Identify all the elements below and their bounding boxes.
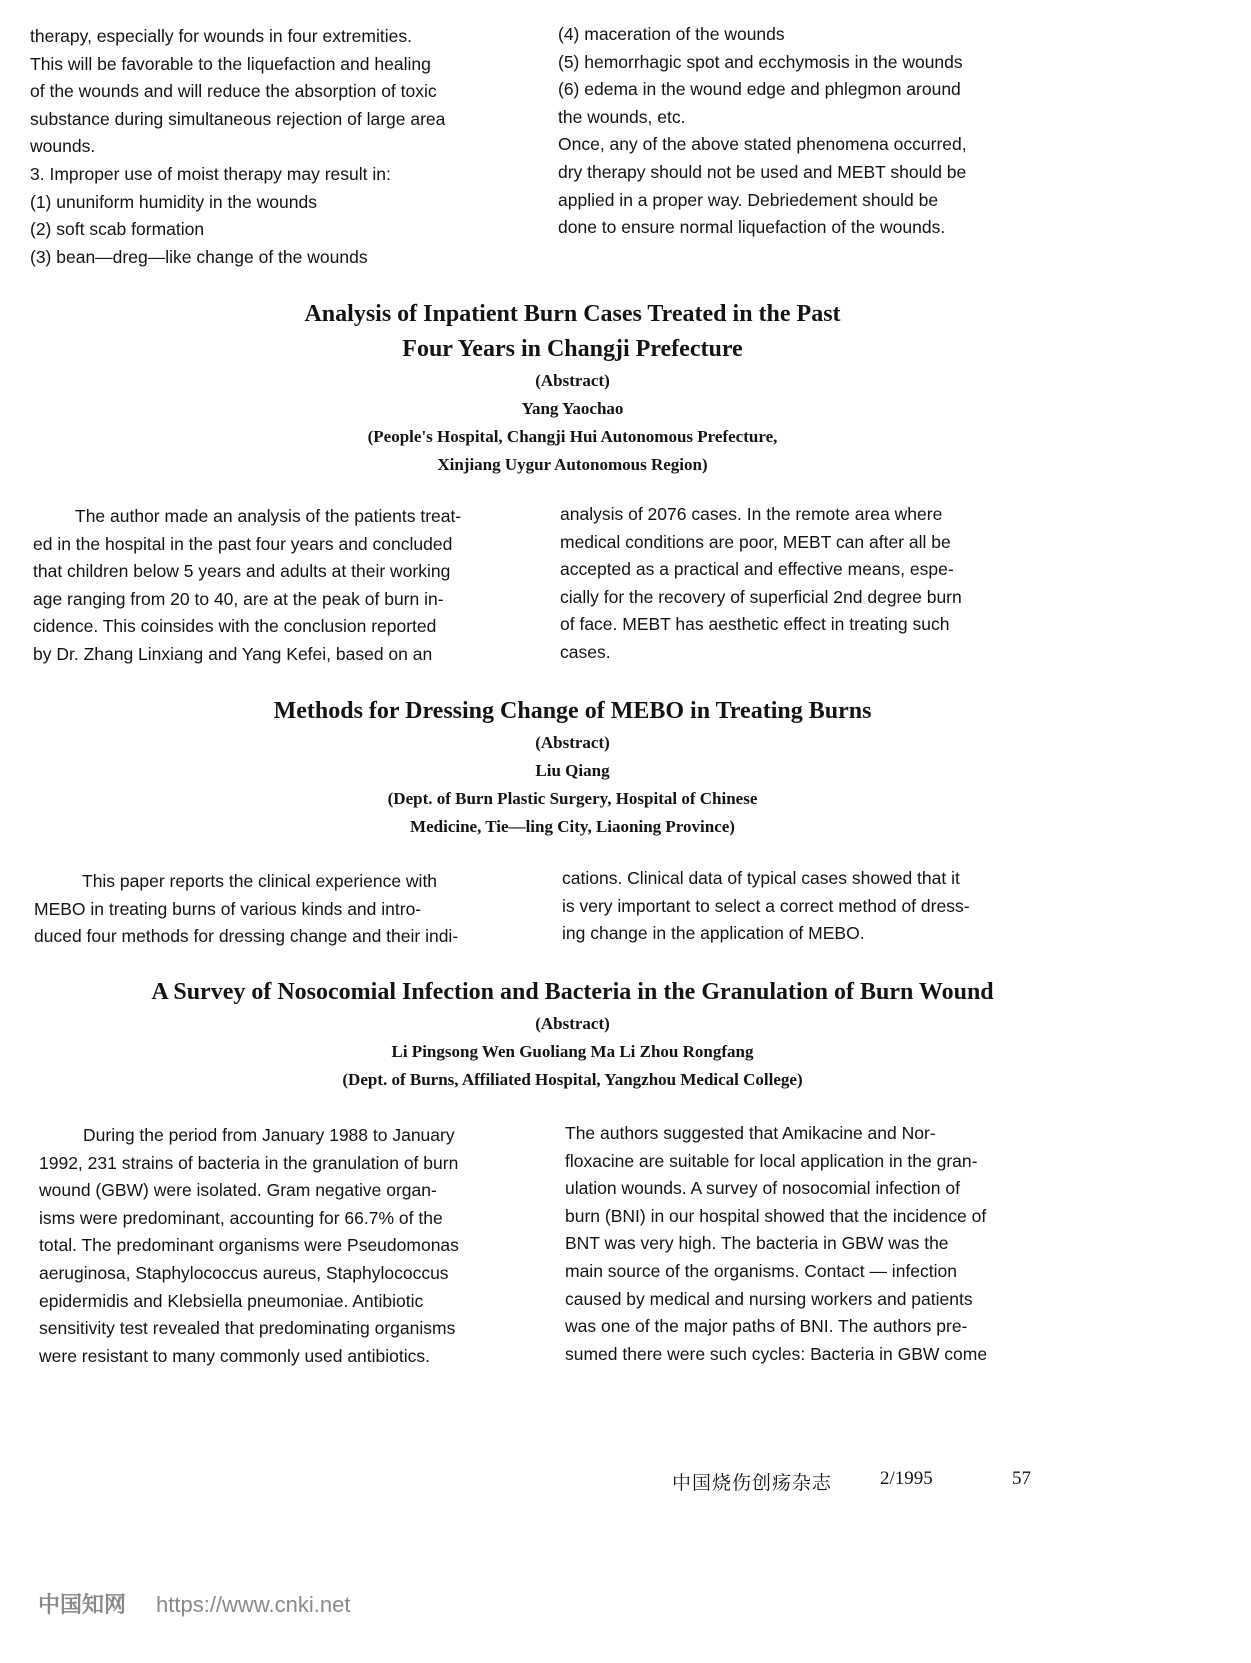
text-line: aeruginosa, Staphylococcus aureus, Staphylococcus bbox=[39, 1262, 449, 1283]
text-line: sumed there were such cycles: Bacteria in GBW come bbox=[565, 1343, 988, 1364]
article2-header bbox=[0, 694, 1145, 841]
article-authors: Li Pingsong Wen Guoliang Ma Li Zhou Rongfang bbox=[391, 1042, 754, 1061]
article2-right-column bbox=[562, 865, 1048, 948]
text-line: age ranging from 20 to 40, are at the peak of burn in- bbox=[33, 588, 444, 609]
article1-right-column bbox=[560, 501, 1046, 667]
text-line: ed in the hospital in the past four years and concluded bbox=[33, 533, 453, 554]
text-line: 3. Improper use of moist therapy may result in: bbox=[30, 163, 391, 184]
article-title: A Survey of Nosocomial Infection and Bacteria in the Granulation of Burn Wound bbox=[151, 979, 994, 1005]
article3-left-column bbox=[39, 1122, 525, 1370]
text-line: the wounds, etc. bbox=[558, 106, 686, 127]
continuation-right-column bbox=[558, 21, 1046, 242]
text-line: floxacine are suitable for local application in the gran- bbox=[565, 1150, 978, 1171]
text-line: cially for the recovery of superficial 2nd degree burn bbox=[560, 586, 962, 607]
watermark-brand: 中国知网 bbox=[38, 1592, 127, 1617]
article-title: Methods for Dressing Change of MEBO in Treating Burns bbox=[273, 698, 872, 724]
text-line: burn (BNI) in our hospital showed that the incidence of bbox=[565, 1205, 987, 1226]
article-author: Liu Qiang bbox=[535, 761, 610, 780]
watermark-url[interactable]: https://www.cnki.net bbox=[156, 1592, 351, 1617]
abstract-label: (Abstract) bbox=[535, 733, 610, 752]
text-line: ulation wounds. A survey of nosocomial infection of bbox=[565, 1178, 960, 1199]
text-line: analysis of 2076 cases. In the remote area where bbox=[560, 504, 943, 524]
text-line: This will be favorable to the liquefaction and healing bbox=[30, 53, 431, 74]
text-line: caused by medical and nursing workers and patients bbox=[565, 1288, 973, 1309]
text-line: (5) hemorrhagic spot and ecchymosis in the wounds bbox=[558, 51, 963, 72]
continuation-left-column bbox=[30, 23, 518, 271]
text-line: cations. Clinical data of typical cases showed that it bbox=[562, 868, 960, 888]
text-line: The authors suggested that Amikacine and Nor- bbox=[565, 1123, 936, 1143]
text-line: cases. bbox=[560, 641, 611, 662]
text-line: (3) bean—dreg—like change of the wounds bbox=[30, 246, 368, 267]
text-line: applied in a proper way. Debriedement should be bbox=[558, 189, 939, 210]
article3-header bbox=[0, 975, 1145, 1094]
article-affiliation: (People's Hospital, Changji Hui Autonomous Prefecture, bbox=[367, 427, 778, 446]
text-line: accepted as a practical and effective means, espe- bbox=[560, 559, 954, 580]
article1-left-column bbox=[33, 503, 519, 669]
text-line: of the wounds and will reduce the absorption of toxic bbox=[30, 81, 437, 102]
article3-right-column bbox=[565, 1120, 1051, 1368]
article2-left-column bbox=[34, 868, 520, 951]
article-title: Analysis of Inpatient Burn Cases Treated in the Past bbox=[304, 301, 841, 327]
text-line: (6) edema in the wound edge and phlegmon around bbox=[558, 79, 961, 100]
text-line: was one of the major paths of BNI. The authors pre- bbox=[565, 1316, 968, 1337]
text-line: by Dr. Zhang Linxiang and Yang Kefei, based on an bbox=[33, 643, 433, 664]
text-line: therapy, especially for wounds in four extremities. bbox=[30, 26, 412, 46]
text-line: main source of the organisms. Contact — infection bbox=[565, 1260, 957, 1281]
text-line: substance during simultaneous rejection of large area bbox=[30, 108, 446, 129]
cnki-watermark bbox=[38, 1588, 350, 1619]
text-line: (4) maceration of the wounds bbox=[558, 24, 785, 44]
text-line: (1) ununiform humidity in the wounds bbox=[30, 191, 317, 212]
page-number: 57 bbox=[1012, 1468, 1031, 1489]
issue-number: 2/1995 bbox=[880, 1468, 933, 1489]
text-line: cidence. This coinsides with the conclusion reported bbox=[33, 616, 437, 637]
text-line: wounds. bbox=[30, 136, 96, 157]
text-line: done to ensure normal liquefaction of the wounds. bbox=[558, 217, 946, 238]
text-line: of face. MEBT has aesthetic effect in treating such bbox=[560, 614, 950, 635]
article-affiliation: (Dept. of Burn Plastic Surgery, Hospital of Chinese bbox=[387, 789, 758, 808]
text-line: medical conditions are poor, MEBT can after all be bbox=[560, 531, 951, 552]
page-footer bbox=[672, 1468, 832, 1495]
article-title: Four Years in Changji Prefecture bbox=[402, 336, 743, 362]
text-line: that children below 5 years and adults at their working bbox=[33, 561, 451, 582]
text-line: total. The predominant organisms were Pseudomonas bbox=[39, 1235, 459, 1256]
text-line: 1992, 231 strains of bacteria in the granulation of burn bbox=[39, 1152, 459, 1173]
abstract-label: (Abstract) bbox=[535, 1014, 610, 1033]
text-line: During the period from January 1988 to January bbox=[83, 1125, 455, 1145]
article1-header bbox=[0, 297, 1145, 479]
article-affiliation: (Dept. of Burns, Affiliated Hospital, Yangzhou Medical College) bbox=[342, 1070, 803, 1089]
text-line: ing change in the application of MEBO. bbox=[562, 923, 865, 944]
text-line: duced four methods for dressing change and their indi- bbox=[34, 926, 459, 947]
journal-name: 中国烧伤创疡杂志 bbox=[672, 1473, 833, 1494]
text-line: The author made an analysis of the patients treat- bbox=[75, 506, 462, 526]
text-line: isms were predominant, accounting for 66.7% of the bbox=[39, 1207, 443, 1228]
text-line: epidermidis and Klebsiella pneumoniae. Antibiotic bbox=[39, 1290, 424, 1311]
text-line: Once, any of the above stated phenomena occurred, bbox=[558, 134, 967, 155]
text-line: MEBO in treating burns of various kinds and intro- bbox=[34, 898, 422, 919]
text-line: is very important to select a correct method of dress- bbox=[562, 895, 970, 916]
text-line: dry therapy should not be used and MEBT should be bbox=[558, 161, 967, 182]
text-line: This paper reports the clinical experience with bbox=[82, 871, 438, 891]
text-line: sensitivity test revealed that predominating organisms bbox=[39, 1318, 456, 1339]
text-line: wound (GBW) were isolated. Gram negative organ- bbox=[39, 1180, 437, 1201]
article-affiliation: Xinjiang Uygur Autonomous Region) bbox=[437, 455, 708, 474]
article-author: Yang Yaochao bbox=[521, 399, 624, 418]
text-line: (2) soft scab formation bbox=[30, 219, 205, 240]
text-line: BNT was very high. The bacteria in GBW was the bbox=[565, 1233, 949, 1254]
abstract-label: (Abstract) bbox=[535, 371, 610, 390]
article-affiliation: Medicine, Tie—ling City, Liaoning Province) bbox=[410, 817, 735, 836]
text-line: were resistant to many commonly used antibiotics. bbox=[39, 1345, 430, 1366]
